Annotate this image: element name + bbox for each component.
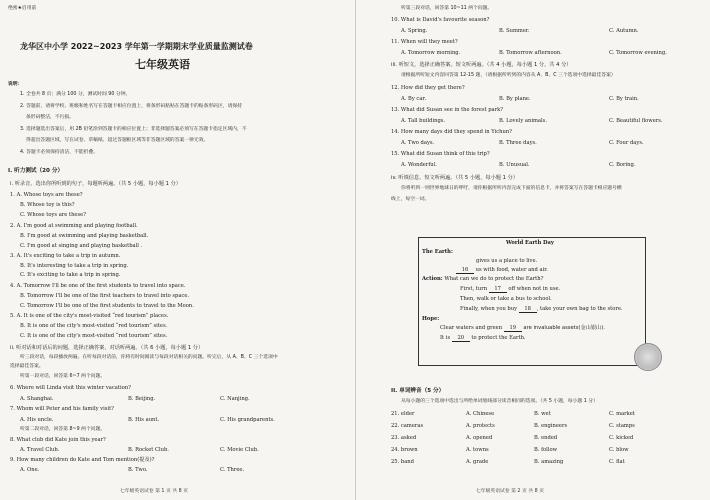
part-ii-intro: ii. 听对话和对话后的问题，选择正确答案，对话听两遍。（共 6 小题，每小题 1 分） (10, 345, 204, 351)
q9-c: C. Three. (220, 467, 245, 473)
card-earth-label: The Earth: (422, 249, 453, 255)
q4-c: C. Tomorrow I'll be one of the first students to travel to the Moon. (20, 303, 194, 309)
card-earth-line-1: gives us a place to live. (476, 258, 538, 264)
q21-b: B. wet (534, 411, 551, 417)
card-action-row: Action: What can we do to protect the Earth? (422, 276, 544, 282)
q8-stem: 8. What club did Kate join this year? (10, 437, 106, 443)
part-ii-text-1: 听三段对话，每段播放两遍。在听每段对话前，你将有时间阅读与每段对话相关的问题。听完后，从 A、B、C 三个选项中 (20, 355, 278, 360)
blank-16[interactable]: 16 (456, 267, 474, 274)
note-3b: 得超出答题区域。写在试卷、草稿纸、超过答题框区域等非答题区域的答案一律无效。 (26, 138, 209, 143)
q25-c: C. flat (609, 459, 625, 465)
q11-b: B. Tomorrow afternoon. (499, 50, 562, 56)
dialog-2-intro: 听第二段对话，回答第 8~9 两个问题。 (20, 427, 106, 432)
note-3: 3. 选择题选出答案后，用 2B 铅笔涂到答题卡的相应位置上；非选择题答案必须写在答题卡指定区域内，不 (20, 127, 247, 132)
q5-c: C. It is one of the city's most-visited “red tourism” sites. (20, 333, 168, 339)
blank-17[interactable]: 17 (489, 286, 507, 293)
card-finally-line: Finally, when you buy 18 , take your own bag to the store. (460, 306, 623, 312)
q8-b: B. Rocket Club. (128, 447, 169, 453)
part-iv-text-1: 你将听到一则世界地球日的呼吁，请你根据所听内容完成下面的信息卡，并将答案写在答题卡相应题号横 (401, 186, 622, 191)
part-i-intro: i. 听录音，选出你所听到的句子，每题听两遍。（共 5 小题，每小题 1 分） (10, 181, 181, 187)
q13-c: C. Beautiful flowers. (609, 118, 663, 124)
dialog-1-intro: 听第一段对话，回答第 6~7 两个问题。 (20, 374, 106, 379)
q3-b: B. It's interesting to take a trip in spring. (20, 263, 129, 269)
part-iv-text-2: 线上，每空一词。 (391, 197, 430, 202)
q11-c: C. Tomorrow evening. (609, 50, 667, 56)
q1-b: B. Whose toy is this? (20, 202, 75, 208)
q2-c: C. I'm good at singing and playing basketball . (20, 243, 143, 249)
section-phonetics-intro: 从每小题的三个选项中选出与所给单词划线部分读音相同的选项。（共 5 小题，每小题 1 分） (401, 399, 598, 404)
q24-b: B. follow (534, 447, 558, 453)
card-then-line: Then, walk or take a bus to school. (460, 296, 552, 302)
card-itis-line: It is 20 to protect the Earth. (440, 335, 526, 341)
section-listening: I. 听力测试（20 分） (8, 168, 64, 174)
card-earth-line-2: 16 us with food, water and air. (456, 267, 548, 274)
q25-word: 25. band (391, 459, 414, 465)
q15-stem: 15. What did Susan think of this trip? (391, 151, 490, 157)
q24-c: C. blow (609, 447, 629, 453)
card-title: World Earth Day (506, 240, 554, 246)
q15-b: B. Unusual. (499, 162, 530, 168)
card-action-label: Action: (422, 276, 443, 282)
q6-stem: 6. Where will Linda visit this winter vacation? (10, 385, 131, 391)
q10-stem: 10. What is David's favourite season? (391, 17, 490, 23)
q14-c: C. Four days. (609, 140, 644, 146)
q12-c: C. By train. (609, 96, 639, 102)
q12-stem: 12. How did they get there? (391, 85, 465, 91)
exam-page-2 (355, 0, 710, 500)
q14-stem: 14. How many days did they spend in Yichun? (391, 129, 512, 135)
q7-a: A. His uncle. (20, 417, 54, 423)
q13-a: A. Tall buildings. (401, 118, 446, 124)
q5-a: 5. A. It is one of the city's most-visited “red tourism” places. (10, 313, 169, 319)
q23-c: C. kicked (609, 435, 634, 441)
blank-19[interactable]: 19 (504, 325, 522, 332)
part-iii-intro: iii. 听短文，选择正确答案。短文听两遍。（共 4 小题，每小题 1 分，共 4 分） (391, 62, 572, 68)
q6-b: B. Beijing. (128, 396, 156, 402)
section-phonetics: II. 单词辨音（5 分） (391, 388, 445, 394)
q22-a: A. protects (466, 423, 495, 429)
note-4: 4. 答题卡必须保持清洁，不能折叠。 (20, 150, 99, 155)
q8-c: C. Movie Club. (220, 447, 259, 453)
blank-18[interactable]: 18 (519, 306, 537, 313)
q9-a: A. One. (20, 467, 40, 473)
q23-word: 23. asked (391, 435, 417, 441)
blank-20[interactable]: 20 (452, 335, 470, 342)
card-first-line: First, turn 17 off when not in use. (460, 286, 561, 292)
q22-c: C. stamps (609, 423, 635, 429)
confidential-label: 绝密★启用前 (8, 6, 37, 11)
q8-a: A. Travel Club. (20, 447, 60, 453)
q5-b: B. It is one of the city's most-visited “red tourism” sites. (20, 323, 168, 329)
q3-a: 3. A. It's exciting to take a trip in autumn. (10, 253, 121, 259)
q4-b: B. Tomorrow I'll be one of the first teachers to travel into space. (20, 293, 190, 299)
card-hope-label: Hope: (422, 316, 440, 322)
q22-word: 22. cameras (391, 423, 424, 429)
q10-c: C. Autumn. (609, 28, 639, 34)
note-2: 2. 答题前，请将学校、班级和姓名写在答题卡相应位置上，将条形码粘贴在答题卡的贴条形码区，请保持 (20, 104, 242, 109)
note-1: 1. 全卷共 8 页；满分 100 分，测试时间 90 分钟。 (20, 92, 131, 97)
q4-a: 4. A. Tomorrow I'll be one of the first students to travel into space. (10, 283, 186, 289)
card-hope-line: Clear waters and green 19 are invaluable assets(金山银山). (440, 325, 605, 331)
q11-stem: 11. When will they meet? (391, 39, 458, 45)
q24-word: 24. brown (391, 447, 418, 453)
q2-b: B. I'm good at swimming and playing basketball. (20, 233, 149, 239)
q12-b: B. By plane. (499, 96, 531, 102)
note-2b: 条形码整洁，不污损。 (26, 115, 74, 120)
q11-a: A. Tomorrow morning. (401, 50, 461, 56)
notes-label: 说明： (8, 82, 23, 87)
subject-title: 七年级英语 (135, 58, 190, 71)
q9-b: B. Two. (128, 467, 148, 473)
q15-c: C. Boring. (609, 162, 636, 168)
q22-b: B. engineers (534, 423, 568, 429)
q10-b: B. Summer. (499, 28, 530, 34)
q21-c: C. market (609, 411, 635, 417)
q21-word: 21. elder (391, 411, 415, 417)
earth-globe-icon (634, 343, 662, 371)
q15-a: A. Wonderful. (401, 162, 437, 168)
q2-a: 2. A. I'm good at swimming and playing football. (10, 223, 138, 229)
q7-b: B. His aunt. (128, 417, 160, 423)
q25-b: B. amazing (534, 459, 564, 465)
q3-c: C. It's exciting to take a trip in spring. (20, 272, 121, 278)
page-footer-2: 七年级英语试卷 第 2 页 共 8 页 (476, 489, 545, 494)
q21-a: A. Chinese (466, 411, 495, 417)
part-iii-text: 请根据所听短文内容回答第 12-15 题，（请根据所听到的内容从 A、B、C 三个选项中选择最佳答案） (401, 73, 616, 78)
q25-a: A. grade (466, 459, 489, 465)
dialog-3-intro: 听第三段对话，回答第 10~11 两个问题。 (401, 6, 493, 11)
q6-a: A. Shanghai. (20, 396, 54, 402)
q6-c: C. Nanjing. (220, 396, 250, 402)
q1-a: 1. A. Whose toys are these? (10, 192, 83, 198)
q13-stem: 13. What did Susan see in the forest park? (391, 107, 504, 113)
part-iv-intro: iv. 听填信息，短文听两遍。（共 5 小题，每小题 1 分） (391, 175, 518, 181)
q13-b: B. Lovely animals. (499, 118, 547, 124)
q23-b: B. ended (534, 435, 558, 441)
q14-b: B. Three days. (499, 140, 537, 146)
q7-c: C. His grandparents. (220, 417, 275, 423)
q14-a: A. Two days. (401, 140, 435, 146)
q12-a: A. By car. (401, 96, 426, 102)
q23-a: A. opened (466, 435, 493, 441)
q10-a: A. Spring. (401, 28, 428, 34)
q7-stem: 7. Whom will Peter and his family visit? (10, 406, 114, 412)
q24-a: A. towns (466, 447, 489, 453)
q1-c: C. Whose toys are these? (20, 212, 87, 218)
part-ii-text-2: 选择最佳答案。 (10, 364, 44, 369)
page-footer-1: 七年级英语试卷 第 1 页 共 8 页 (120, 489, 189, 494)
q9-stem: 9. How many children do Kate and Tom mention(提及)? (10, 457, 155, 463)
exam-title: 龙华区中小学 2022~2023 学年第一学期期末学业质量监测试卷 (20, 42, 253, 51)
